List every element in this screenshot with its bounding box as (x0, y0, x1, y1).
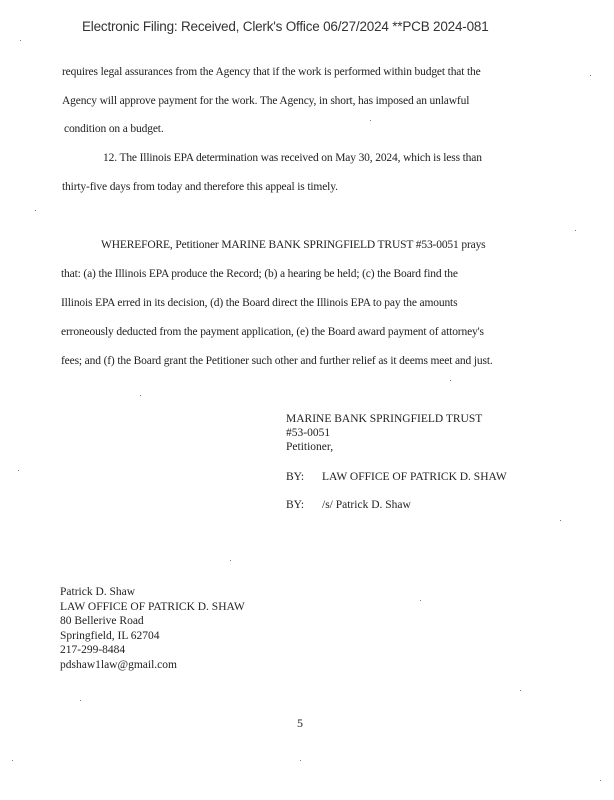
party-number: #53-0051 (286, 427, 331, 439)
attorney-street: 80 Bellerive Road (60, 615, 144, 627)
filing-stamp: Electronic Filing: Received, Clerk's Office 06/27/2024 **PCB 2024-081 (82, 19, 489, 34)
text-line: fees; and (f) the Board grant the Petitioner such other and further relief as it deems meet and just. (61, 355, 493, 367)
page-number: 5 (297, 716, 303, 730)
by-label: BY: (286, 471, 305, 483)
attorney-name: Patrick D. Shaw (60, 586, 136, 598)
party-role: Petitioner, (286, 441, 334, 453)
text-line: that: (a) the Illinois EPA produce the Record; (b) a hearing be held; (c) the Board find the (61, 268, 458, 280)
attorney-city: Springfield, IL 62704 (60, 630, 160, 642)
text-line: 12. The Illinois EPA determination was received on May 30, 2024, which is less than (103, 152, 482, 164)
attorney-firm: LAW OFFICE OF PATRICK D. SHAW (60, 601, 245, 613)
text-line: WHEREFORE, Petitioner MARINE BANK SPRINGFIELD TRUST #53-0051 prays (101, 239, 486, 251)
party-name: MARINE BANK SPRINGFIELD TRUST (286, 413, 483, 425)
attorney-phone: 217-299-8484 (60, 644, 126, 656)
electronic-signature: /s/ Patrick D. Shaw (322, 499, 411, 511)
text-line: Illinois EPA erred in its decision, (d) the Board direct the Illinois EPA to pay the amounts (61, 297, 458, 309)
firm-name: LAW OFFICE OF PATRICK D. SHAW (322, 471, 507, 483)
text-line: thirty-five days from today and therefore this appeal is timely. (62, 181, 338, 193)
text-line: Agency will approve payment for the work. The Agency, in short, has imposed an unlawful (62, 95, 470, 107)
text-line: erroneously deducted from the payment application, (e) the Board award payment of attorney's (61, 326, 484, 338)
attorney-email: pdshaw1law@gmail.com (60, 659, 177, 671)
text-line: condition on a budget. (64, 123, 164, 135)
text-line: requires legal assurances from the Agency that if the work is performed within budget that the (62, 66, 481, 78)
by-label: BY: (286, 499, 305, 511)
